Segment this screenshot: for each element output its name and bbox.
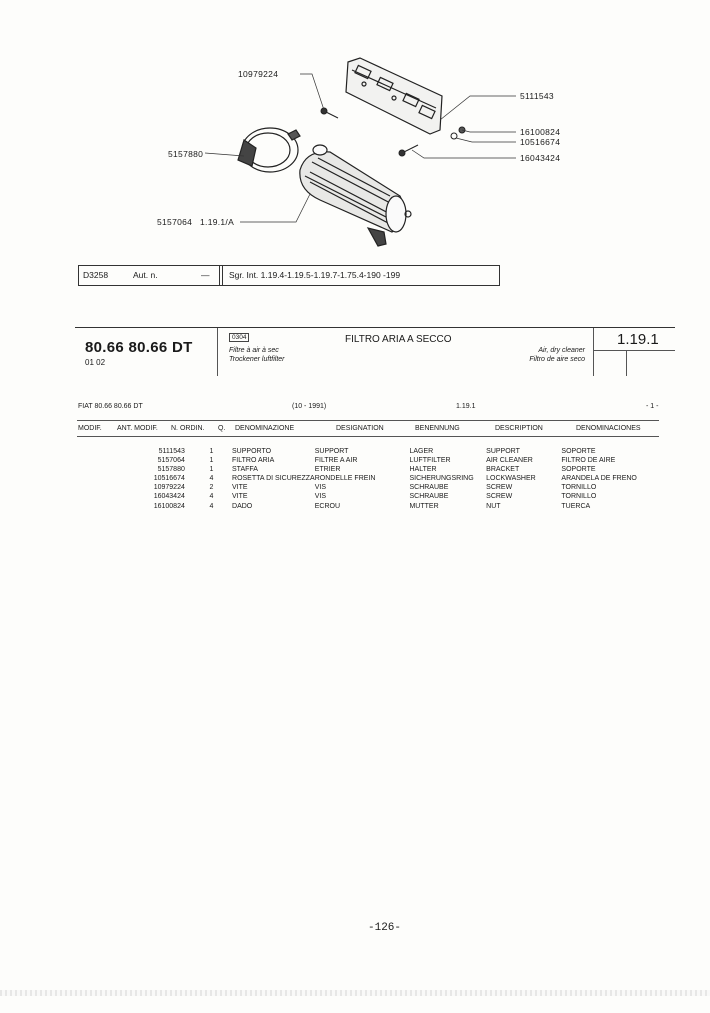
name-de: LAGER xyxy=(409,448,434,455)
quantity: 1 xyxy=(209,457,214,465)
table-row xyxy=(77,447,710,456)
title-block xyxy=(75,327,675,376)
name-en: SCREW xyxy=(486,484,513,492)
name-it: SUPPORTO xyxy=(232,448,272,455)
name-fr: VIS xyxy=(314,484,327,492)
ref-sgr: Sgr. Int. 1.19.4-1.19.5-1.19.7-1.75.4-190 -199 xyxy=(229,270,401,280)
parts-diagram xyxy=(0,0,710,300)
page-number: -126- xyxy=(368,922,402,934)
col-n-ordin: N. ORDIN. xyxy=(171,425,205,432)
title-fr: Filtre à air à sec xyxy=(229,347,279,354)
col-designation: DESIGNATION xyxy=(336,425,384,432)
callout-filter: 5157064 xyxy=(157,217,193,227)
name-es: TORNILLO xyxy=(561,484,597,492)
name-en: AIR CLEANER xyxy=(486,457,533,465)
quantity: 4 xyxy=(209,475,214,483)
group-number: 1.19.1 xyxy=(617,331,659,348)
part-number: 16043424 xyxy=(153,493,185,501)
quantity: 2 xyxy=(209,484,214,492)
name-fr: SUPPORT xyxy=(314,448,349,455)
name-en: BRACKET xyxy=(486,466,520,474)
name-es: FILTRO DE AIRE xyxy=(561,457,616,465)
ref-dash: — xyxy=(201,270,210,280)
table-row xyxy=(77,456,710,465)
callout-nut: 16100824 xyxy=(520,127,561,137)
part-number: 5157064 xyxy=(157,457,185,465)
name-it: ROSETTA DI SICUREZZA xyxy=(232,475,315,483)
title-de: Trockener luftfilter xyxy=(229,356,285,363)
list-period: (10 - 1991) xyxy=(292,403,327,410)
name-de: HALTER xyxy=(409,466,437,474)
part-number: 16100824 xyxy=(153,502,185,510)
callout-screw: 16043424 xyxy=(520,153,561,163)
section-box: 0304 xyxy=(229,333,249,342)
table-row xyxy=(77,474,710,483)
reference-bar xyxy=(78,265,500,286)
name-it: VITE xyxy=(232,484,248,492)
name-it: FILTRO ARIA xyxy=(232,457,275,465)
screw-drawing xyxy=(399,145,418,156)
name-es: ARANDELA DE FRENO xyxy=(561,475,637,483)
name-de: SCHRAUBE xyxy=(409,493,449,501)
name-en: NUT xyxy=(486,502,501,510)
quantity: 1 xyxy=(209,448,214,455)
name-fr: ETRIER xyxy=(314,466,341,474)
name-de: LUFTFILTER xyxy=(409,457,451,465)
name-en: SUPPORT xyxy=(486,448,520,455)
list-group: 1.19.1 xyxy=(456,403,476,410)
title-en: Air, dry cleaner xyxy=(538,347,585,354)
name-fr: FILTRE A AIR xyxy=(314,457,358,465)
model-sub: 01 02 xyxy=(85,358,106,367)
quantity: 4 xyxy=(209,502,214,510)
col-q: Q. xyxy=(218,425,226,432)
callout-bolt-top: 10979224 xyxy=(238,69,279,79)
col-benennung: BENENNUNG xyxy=(415,425,460,432)
name-de: SCHRAUBE xyxy=(409,484,449,492)
air-filter-drawing xyxy=(300,145,411,246)
callout-clamp: 5157880 xyxy=(168,149,204,159)
title-it: FILTRO ARIA A SECCO xyxy=(345,334,452,345)
name-es: SOPORTE xyxy=(561,466,596,474)
callout-filter-ref: 1.19.1/A xyxy=(200,217,235,227)
part-number: 10979224 xyxy=(153,484,185,492)
name-it: DADO xyxy=(232,502,253,510)
clamp-drawing xyxy=(238,128,300,172)
list-model: FIAT 80.66 80.66 DT xyxy=(78,403,143,410)
title-es: Filtro de aire seco xyxy=(529,356,585,363)
name-en: SCREW xyxy=(486,493,513,501)
part-number: 5157880 xyxy=(157,466,185,474)
name-it: VITE xyxy=(232,493,248,501)
table-row xyxy=(77,465,710,474)
name-fr: VIS xyxy=(314,493,327,501)
table-row xyxy=(77,483,710,492)
quantity: 4 xyxy=(209,493,214,501)
name-de: MUTTER xyxy=(409,502,439,510)
name-es: SOPORTE xyxy=(561,448,596,455)
name-it: STAFFA xyxy=(232,466,258,474)
name-es: TUERCA xyxy=(561,502,591,510)
washer-nut-drawing xyxy=(451,127,465,139)
col-denominaciones: DENOMINACIONES xyxy=(576,425,641,432)
table-row xyxy=(77,502,710,511)
mounting-plate xyxy=(346,58,442,134)
part-number: 10516674 xyxy=(153,475,185,483)
list-page: - 1 - xyxy=(646,403,659,410)
name-de: SICHERUNGSRING xyxy=(409,475,474,483)
part-number: 5111543 xyxy=(158,448,185,455)
quantity: 1 xyxy=(209,466,214,474)
callout-washer: 10516674 xyxy=(520,137,561,147)
ref-code: D3258 xyxy=(83,270,109,280)
model-title: 80.66 80.66 DT xyxy=(85,339,193,356)
ref-aut: Aut. n. xyxy=(133,270,158,280)
name-en: LOCKWASHER xyxy=(486,475,536,483)
name-fr: RONDELLE FREIN xyxy=(314,475,376,483)
name-es: TORNILLO xyxy=(561,493,597,501)
parts-table xyxy=(77,447,710,511)
callout-plate: 5111543 xyxy=(520,91,554,101)
table-row xyxy=(77,492,710,501)
col-description: DESCRIPTION xyxy=(495,425,543,432)
col-denominazione: DENOMINAZIONE xyxy=(235,425,295,432)
name-fr: ECROU xyxy=(314,502,341,510)
col-ant-modif: ANT. MODIF. xyxy=(117,425,158,432)
col-modif: MODIF. xyxy=(78,425,102,432)
